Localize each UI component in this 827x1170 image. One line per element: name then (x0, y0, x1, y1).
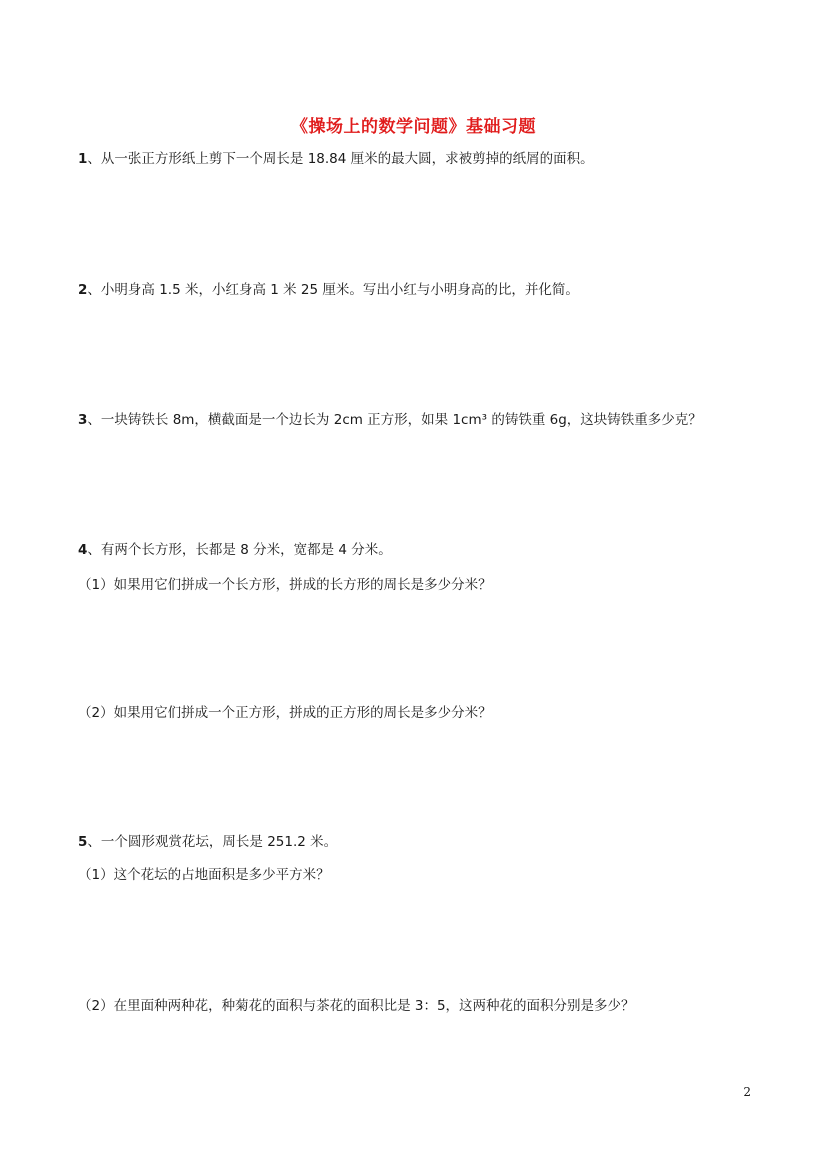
question-1-number: 1 (78, 151, 88, 167)
question-4-part-1: （1）如果用它们拼成一个长方形，拼成的长方形的周长是多少分米？ (78, 577, 492, 593)
question-3-number: 3 (78, 412, 88, 428)
question-1-text: 、从一张正方形纸上剪下一个周长是 18.84 厘米的最大圆，求被剪掉的纸屑的面积。 (87, 151, 594, 167)
question-2 (78, 281, 579, 299)
page-number: 2 (743, 1085, 751, 1099)
question-2-text: 、小明身高 1.5 米，小红身高 1 米 25 厘米。写出小红与小明身高的比，并化简。 (87, 282, 579, 298)
question-5 (78, 833, 337, 851)
question-5-part-2: （2）在里面种两种花，种菊花的面积与茶花的面积比是 3：5，这两种花的面积分别是多少？ (78, 998, 635, 1014)
question-2-number: 2 (78, 282, 88, 298)
page-title: 《操场上的数学问题》基础习题 (291, 117, 536, 137)
question-1 (78, 150, 594, 168)
question-5-number: 5 (78, 834, 88, 850)
question-4-part-2: （2）如果用它们拼成一个正方形，拼成的正方形的周长是多少分米？ (78, 705, 492, 721)
question-3-text: 、一块铸铁长 8m，横截面是一个边长为 2cm 正方形，如果 1cm³ 的铸铁重 6g，这块铸铁重多少克？ (87, 412, 702, 428)
question-4-number: 4 (78, 542, 88, 558)
question-4 (78, 541, 392, 559)
question-3 (78, 411, 702, 429)
question-5-part-1: （1）这个花坛的占地面积是多少平方米？ (78, 867, 330, 883)
question-5-text: 、一个圆形观赏花坛，周长是 251.2 米。 (87, 834, 338, 850)
question-4-text: 、有两个长方形，长都是 8 分米，宽都是 4 分米。 (87, 542, 392, 558)
